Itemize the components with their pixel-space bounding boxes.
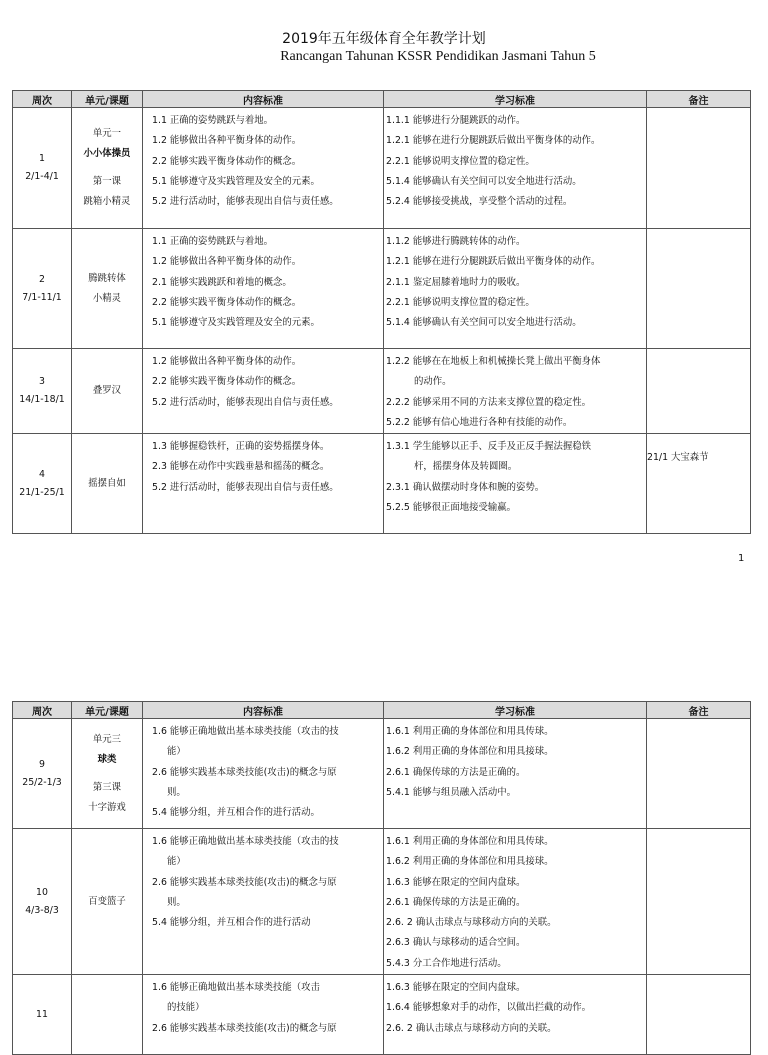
learning-standard-item: 2.2.1 能够说明支撑位置的稳定性。 (386, 155, 535, 167)
content-standard-item: 1.2 能够做出各种平衡身体的动作。 (152, 356, 302, 367)
unit-line: 十字游戏 (88, 801, 126, 813)
learning-standard-cell (384, 108, 647, 229)
content-standard-item: 2.2 能够实践平衡身体动作的概念。 (152, 296, 302, 308)
unit-cell (72, 108, 143, 229)
learning-standard-cell (384, 829, 647, 975)
unit-line: 叠罗汉 (92, 385, 122, 397)
content-standard-item: 2.2 能够实践平衡身体动作的概念。 (152, 376, 302, 388)
learning-standard-item: 1.6.1 利用正确的身体部位和用具传球。 (386, 726, 554, 737)
notes-cell (647, 349, 751, 434)
week-dates: 21/1-25/1 (19, 486, 65, 498)
learning-standard-item: 1.1.1 能够进行分腿跳跃的动作。 (386, 115, 526, 126)
table-header (13, 91, 751, 108)
week-dates: 4/3-8/3 (25, 904, 59, 916)
learning-standard-item: 2.3.1 确认做摆动时身体和腕的姿势。 (386, 481, 545, 493)
content-standard-item: 2.6 能够实践基本球类技能(攻击)的概念与原 (152, 876, 337, 888)
content-standard-cell (143, 108, 384, 229)
content-standard-cell (143, 229, 384, 349)
notes-cell (647, 719, 751, 829)
content-standard-item: 1.6 能够正确地做出基本球类技能（攻击 (152, 982, 320, 994)
content-standard-item: 则。 (167, 896, 186, 908)
content-standard-item: 1.2 能够做出各种平衡身体的动作。 (152, 135, 302, 147)
unit-line: 单元三 (92, 733, 122, 745)
unit-cell (72, 975, 143, 1055)
table-row (13, 719, 751, 829)
content-standard-item: 能） (167, 856, 186, 868)
unit-line: 摇摆自如 (88, 477, 126, 489)
learning-standard-item: 2.2.1 能够说明支撑位置的稳定性。 (386, 296, 535, 308)
week-cell (13, 975, 72, 1055)
content-standard-item: 5.1 能够遵守及实践管理及安全的元素。 (152, 175, 320, 187)
table-row (13, 349, 751, 434)
learning-standard-item: 2.2.2 能够采用不同的方法来支撑位置的稳定性。 (386, 396, 591, 408)
content-standard-item: 2.1 能够实践跳跃和着地的概念。 (152, 276, 292, 288)
header-week: 周次 (13, 702, 72, 719)
learning-standard-cell (384, 349, 647, 434)
notes-cell (647, 108, 751, 229)
learning-standard-item: 1.6.3 能够在限定的空间内盘球。 (386, 982, 526, 994)
learning-standard-item: 5.2.5 能够很正面地接受输赢。 (386, 502, 516, 514)
table-row (13, 829, 751, 975)
week-number: 10 (36, 886, 48, 898)
learning-standard-item: 5.1.4 能够确认有关空间可以安全地进行活动。 (386, 175, 582, 187)
content-standard-cell (143, 829, 384, 975)
content-standard-item: 2.6 能够实践基本球类技能(攻击)的概念与原 (152, 766, 337, 778)
week-cell (13, 434, 72, 534)
learning-standard-item: 1.2.1 能够在进行分腿跳跃后做出平衡身体的动作。 (386, 135, 601, 147)
header-learning-standard: 学习标准 (384, 702, 647, 719)
unit-cell (72, 434, 143, 534)
learning-standard-item: 1.6.4 能够想象对手的动作，以做出拦截的动作。 (386, 1002, 591, 1014)
learning-standard-item: 1.1.2 能够进行腾跳转体的动作。 (386, 236, 526, 247)
learning-standard-cell (384, 719, 647, 829)
learning-standard-item: 杆，摇摆身体及转圆圈。 (414, 461, 518, 473)
table-row (13, 975, 751, 1055)
note-item: 21/1 大宝森节 (647, 452, 709, 464)
content-standard-item: 5.1 能够遵守及实践管理及安全的元素。 (152, 317, 320, 329)
week-number: 4 (39, 468, 45, 480)
unit-spacer (72, 164, 142, 172)
learning-standard-item: 2.6.3 确认与球移动的适合空间。 (386, 937, 526, 949)
header-unit: 单元/课题 (72, 91, 143, 108)
lesson-plan-table-page-2 (12, 701, 751, 1055)
learning-standard-item: 5.2.4 能够接受挑战，享受整个活动的过程。 (386, 196, 573, 208)
content-standard-item: 5.2 进行活动时，能够表现出自信与责任感。 (152, 396, 339, 408)
week-dates: 25/2-1/3 (22, 776, 62, 788)
learning-standard-item: 2.6. 2 确认击球点与球移动方向的关联。 (386, 917, 557, 929)
unit-cell (72, 719, 143, 829)
week-dates: 14/1-18/1 (19, 394, 65, 406)
learning-standard-item: 1.3.1 学生能够以正手、反手及正反手握法握稳铁 (386, 441, 591, 453)
content-standard-item: 5.4 能够分组，并互相合作的进行活动。 (152, 807, 320, 819)
page-number: 1 (738, 553, 745, 564)
content-standard-item: 能） (167, 746, 186, 758)
week-dates: 7/1-11/1 (22, 291, 62, 303)
learning-standard-item: 2.6.1 确保传球的方法是正确的。 (386, 896, 526, 908)
learning-standard-item: 1.2.1 能够在进行分腿跳跃后做出平衡身体的动作。 (386, 256, 601, 268)
week-number: 1 (39, 153, 45, 164)
week-dates: 2/1-4/1 (25, 171, 59, 182)
content-standard-item: 5.4 能够分组，并互相合作的进行活动 (152, 917, 311, 929)
unit-cell (72, 349, 143, 434)
header-content-standard: 内容标准 (143, 702, 384, 719)
notes-cell (647, 975, 751, 1055)
unit-line: 小小体操员 (83, 148, 131, 159)
unit-line: 百变篮子 (88, 895, 126, 907)
learning-standard-item: 1.6.2 利用正确的身体部位和用具接球。 (386, 856, 554, 868)
learning-standard-item: 5.4.1 能够与组员融入活动中。 (386, 786, 516, 798)
content-standard-item: 1.2 能够做出各种平衡身体的动作。 (152, 256, 302, 268)
learning-standard-item: 2.6.1 确保传球的方法是正确的。 (386, 766, 526, 778)
content-standard-item: 1.6 能够正确地做出基本球类技能（攻击的技 (152, 836, 339, 847)
learning-standard-item: 2.1.1 鉴定屈膝着地时力的吸收。 (386, 276, 526, 288)
unit-spacer (72, 770, 142, 778)
content-standard-cell (143, 975, 384, 1055)
unit-cell (72, 229, 143, 349)
content-standard-cell (143, 719, 384, 829)
learning-standard-cell (384, 229, 647, 349)
unit-line: 单元一 (92, 128, 122, 139)
learning-standard-cell (384, 434, 647, 534)
content-standard-cell (143, 349, 384, 434)
header-notes: 备注 (647, 91, 751, 108)
learning-standard-item: 1.6.1 利用正确的身体部位和用具传球。 (386, 836, 554, 847)
document-title-chinese: 2019年五年级体育全年教学计划 (282, 31, 486, 47)
learning-standard-item: 1.2.2 能够在在地板上和机械操长凳上做出平衡身体 (386, 356, 601, 367)
header-week: 周次 (13, 91, 72, 108)
learning-standard-item: 5.2.2 能够有信心地进行各种有技能的动作。 (386, 416, 573, 428)
week-cell (13, 229, 72, 349)
content-standard-item: 1.6 能够正确地做出基本球类技能（攻击的技 (152, 726, 339, 737)
content-standard-item: 1.1 正确的姿势跳跃与着地。 (152, 236, 274, 247)
content-standard-item: 5.2 进行活动时，能够表现出自信与责任感。 (152, 196, 339, 208)
week-cell (13, 108, 72, 229)
lesson-plan-table-page-1 (12, 90, 751, 534)
content-standard-item: 的技能） (167, 1002, 205, 1014)
week-number: 3 (39, 376, 45, 388)
content-standard-item: 5.2 进行活动时，能够表现出自信与责任感。 (152, 481, 339, 493)
table-row (13, 108, 751, 229)
notes-cell (647, 829, 751, 975)
content-standard-cell (143, 434, 384, 534)
unit-cell (72, 829, 143, 975)
learning-standard-item: 5.1.4 能够确认有关空间可以安全地进行活动。 (386, 317, 582, 329)
table-row (13, 229, 751, 349)
unit-line: 跳箱小精灵 (83, 196, 131, 207)
header-unit: 单元/课题 (72, 702, 143, 719)
content-standard-item: 2.6 能够实践基本球类技能(攻击)的概念与原 (152, 1022, 337, 1034)
week-number: 9 (39, 758, 45, 770)
week-number: 2 (39, 273, 45, 285)
table-header (13, 702, 751, 719)
header-learning-standard: 学习标准 (384, 91, 647, 108)
document-title-malay: Rancangan Tahunan KSSR Pendidikan Jasmani Tahun 5 (280, 49, 596, 64)
notes-cell (647, 229, 751, 349)
learning-standard-item: 的动作。 (414, 376, 452, 388)
content-standard-item: 1.1 正确的姿势跳跃与着地。 (152, 115, 274, 126)
content-standard-item: 1.3 能够握稳铁杆，正确的姿势摇摆身体。 (152, 441, 330, 453)
unit-line: 腾跳转体 (88, 272, 126, 284)
table-row (13, 434, 751, 534)
header-notes: 备注 (647, 702, 751, 719)
learning-standard-item: 1.6.3 能够在限定的空间内盘球。 (386, 876, 526, 888)
week-cell (13, 829, 72, 975)
week-number: 11 (36, 1008, 48, 1020)
content-standard-item: 则。 (167, 786, 186, 798)
learning-standard-cell (384, 975, 647, 1055)
content-standard-item: 2.3 能够在动作中实践垂悬和摇荡的概念。 (152, 461, 330, 473)
header-content-standard: 内容标准 (143, 91, 384, 108)
learning-standard-item: 2.6. 2 确认击球点与球移动方向的关联。 (386, 1022, 557, 1034)
unit-line: 球类 (97, 753, 117, 765)
content-standard-item: 2.2 能够实践平衡身体动作的概念。 (152, 155, 302, 167)
unit-line: 第一课 (92, 176, 122, 187)
unit-line: 小精灵 (92, 292, 122, 304)
learning-standard-item: 5.4.3 分工合作地进行活动。 (386, 957, 507, 969)
week-cell (13, 349, 72, 434)
week-cell (13, 719, 72, 829)
notes-cell (647, 434, 751, 534)
unit-line: 第三课 (92, 781, 122, 793)
learning-standard-item: 1.6.2 利用正确的身体部位和用具接球。 (386, 746, 554, 758)
